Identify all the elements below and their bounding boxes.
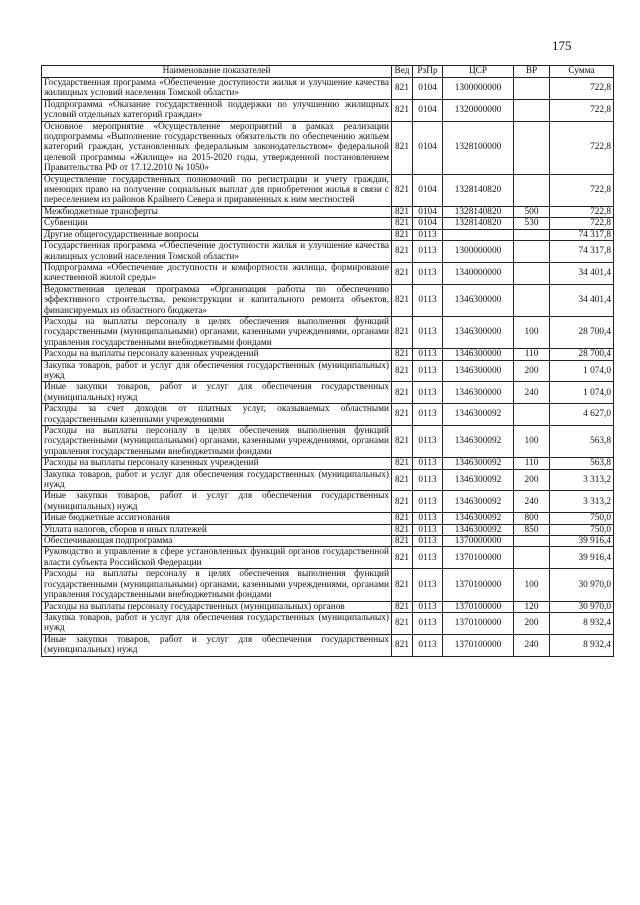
- row-rzpr-cell: 0113: [413, 404, 443, 426]
- row-csr-cell: 1346300092: [443, 513, 514, 524]
- table-row: [42, 78, 614, 100]
- row-rzpr-cell: 0113: [413, 360, 443, 382]
- header-csr: ЦСР: [443, 66, 514, 78]
- row-csr-cell: 1346300092: [443, 491, 514, 513]
- row-rzpr-cell: 0104: [413, 174, 443, 206]
- row-name-cell: Подпрограмма «Обеспечение доступности и комфортности жилища, формирование качественной жилой среды»: [42, 262, 392, 284]
- row-ved-cell: 821: [392, 491, 413, 513]
- row-vr-cell: 240: [514, 382, 550, 404]
- row-rzpr-cell: 0113: [413, 426, 443, 458]
- table-row: [42, 569, 614, 601]
- table-row: [42, 99, 614, 121]
- row-rzpr-cell: 0113: [413, 469, 443, 491]
- row-vr-cell: [514, 241, 550, 263]
- row-sum-cell: 39 916,4: [550, 547, 614, 569]
- row-vr-cell: 100: [514, 316, 550, 348]
- row-vr-cell: [514, 536, 550, 547]
- row-sum-cell: 1 074,0: [550, 360, 614, 382]
- row-sum-cell: 74 317,8: [550, 241, 614, 263]
- row-name-cell: Руководство и управление в сфере установленных функций органов государственной власти субъекта Российской Федерации: [42, 547, 392, 569]
- table-row: [42, 426, 614, 458]
- row-ved-cell: 821: [392, 404, 413, 426]
- row-name-cell: Осуществление государственных полномочий по регистрации и учету граждан, имеющих право на получение социальных выплат для приобретения жилья в связи с переселением из районов Крайнего Севера и приравненных к ним местностей: [42, 174, 392, 206]
- row-sum-cell: 750,0: [550, 524, 614, 535]
- row-ved-cell: 821: [392, 612, 413, 634]
- row-vr-cell: [514, 78, 550, 100]
- row-name-cell: Иные закупки товаров, работ и услуг для обеспечения государственных (муниципальных) нужд: [42, 382, 392, 404]
- row-vr-cell: 110: [514, 458, 550, 469]
- row-rzpr-cell: 0113: [413, 316, 443, 348]
- row-sum-cell: 30 970,0: [550, 569, 614, 601]
- row-sum-cell: 8 932,4: [550, 612, 614, 634]
- row-vr-cell: [514, 229, 550, 240]
- row-name-cell: Расходы на выплаты персоналу в целях обеспечения выполнения функций государственными (муниципальными) органами, казенными учреждениями, органами управления государственными внебюджетными фондами: [42, 569, 392, 601]
- row-rzpr-cell: 0113: [413, 382, 443, 404]
- row-name-cell: Государственная программа «Обеспечение доступности жилья и улучшение качества жилищных условий населения Томской области»: [42, 78, 392, 100]
- row-csr-cell: 1346300000: [443, 316, 514, 348]
- row-csr-cell: 1328140820: [443, 174, 514, 206]
- row-name-cell: Иные закупки товаров, работ и услуг для обеспечения государственных (муниципальных) нужд: [42, 491, 392, 513]
- table-row: [42, 218, 614, 229]
- row-ved-cell: 821: [392, 426, 413, 458]
- table-row: [42, 241, 614, 263]
- row-csr-cell: 1346300092: [443, 458, 514, 469]
- row-vr-cell: 100: [514, 426, 550, 458]
- row-ved-cell: 821: [392, 229, 413, 240]
- row-name-cell: Расходы на выплаты персоналу казенных учреждений: [42, 349, 392, 360]
- row-ved-cell: 821: [392, 382, 413, 404]
- row-sum-cell: 563,8: [550, 458, 614, 469]
- row-sum-cell: 722,8: [550, 78, 614, 100]
- row-name-cell: Обеспечивающая подпрограмма: [42, 536, 392, 547]
- table-row: [42, 524, 614, 535]
- table-row: [42, 174, 614, 206]
- header-rzpr: РзПр: [413, 66, 443, 78]
- header-ved: Вед: [392, 66, 413, 78]
- table-row: [42, 206, 614, 217]
- row-rzpr-cell: 0113: [413, 458, 443, 469]
- row-rzpr-cell: 0113: [413, 536, 443, 547]
- row-vr-cell: [514, 262, 550, 284]
- row-rzpr-cell: 0113: [413, 349, 443, 360]
- row-rzpr-cell: 0104: [413, 99, 443, 121]
- row-sum-cell: 74 317,8: [550, 229, 614, 240]
- row-name-cell: Государственная программа «Обеспечение доступности жилья и улучшение качества жилищных условий населения Томской области»: [42, 241, 392, 263]
- table-row: [42, 121, 614, 174]
- row-ved-cell: 821: [392, 547, 413, 569]
- row-csr-cell: 1328140820: [443, 206, 514, 217]
- row-name-cell: Иные бюджетные ассигнования: [42, 513, 392, 524]
- table-row: [42, 536, 614, 547]
- row-csr-cell: 1300000000: [443, 241, 514, 263]
- row-csr-cell: 1346300000: [443, 349, 514, 360]
- row-csr-cell: 1346300092: [443, 404, 514, 426]
- row-rzpr-cell: 0113: [413, 547, 443, 569]
- row-sum-cell: 30 970,0: [550, 601, 614, 612]
- row-rzpr-cell: 0104: [413, 121, 443, 174]
- row-csr-cell: 1346300092: [443, 426, 514, 458]
- row-csr-cell: 1370100000: [443, 634, 514, 656]
- row-csr-cell: 1300000000: [443, 78, 514, 100]
- row-vr-cell: 800: [514, 513, 550, 524]
- row-rzpr-cell: 0113: [413, 284, 443, 316]
- table-row: [42, 634, 614, 656]
- row-rzpr-cell: 0113: [413, 241, 443, 263]
- row-vr-cell: 200: [514, 360, 550, 382]
- table-row: [42, 513, 614, 524]
- row-ved-cell: 821: [392, 513, 413, 524]
- row-ved-cell: 821: [392, 634, 413, 656]
- row-name-cell: Расходы на выплаты персоналу в целях обеспечения выполнения функций государственными (муниципальными) органами, казенными учреждениями, органами управления государственными внебюджетными фондами: [42, 316, 392, 348]
- row-vr-cell: 850: [514, 524, 550, 535]
- row-rzpr-cell: 0113: [413, 524, 443, 535]
- row-name-cell: Расходы на выплаты персоналу в целях обеспечения выполнения функций государственными (муниципальными) органами, казенными учреждениями, органами управления государственными внебюджетными фондами: [42, 426, 392, 458]
- table-row: [42, 547, 614, 569]
- row-sum-cell: 28 700,4: [550, 349, 614, 360]
- row-vr-cell: 500: [514, 206, 550, 217]
- row-rzpr-cell: 0113: [413, 601, 443, 612]
- row-sum-cell: 750,0: [550, 513, 614, 524]
- row-vr-cell: [514, 99, 550, 121]
- row-name-cell: Уплата налогов, сборов и иных платежей: [42, 524, 392, 535]
- row-ved-cell: 821: [392, 316, 413, 348]
- table-row: [42, 458, 614, 469]
- row-rzpr-cell: 0113: [413, 612, 443, 634]
- row-rzpr-cell: 0113: [413, 569, 443, 601]
- row-csr-cell: 1370100000: [443, 612, 514, 634]
- row-vr-cell: 200: [514, 612, 550, 634]
- row-name-cell: Субвенции: [42, 218, 392, 229]
- row-rzpr-cell: 0113: [413, 491, 443, 513]
- row-ved-cell: 821: [392, 78, 413, 100]
- row-vr-cell: [514, 404, 550, 426]
- table-row: [42, 612, 614, 634]
- row-name-cell: Подпрограмма «Оказание государственной поддержки по улучшению жилищных условий отдельных категорий граждан»: [42, 99, 392, 121]
- row-csr-cell: 1346300092: [443, 524, 514, 535]
- row-ved-cell: 821: [392, 601, 413, 612]
- row-csr-cell: 1328100000: [443, 121, 514, 174]
- row-ved-cell: 821: [392, 262, 413, 284]
- row-vr-cell: 240: [514, 634, 550, 656]
- row-sum-cell: 722,8: [550, 218, 614, 229]
- row-rzpr-cell: 0113: [413, 513, 443, 524]
- row-sum-cell: 722,8: [550, 206, 614, 217]
- row-ved-cell: 821: [392, 174, 413, 206]
- row-ved-cell: 821: [392, 536, 413, 547]
- table-header-row: [42, 66, 614, 78]
- row-ved-cell: 821: [392, 284, 413, 316]
- row-vr-cell: 120: [514, 601, 550, 612]
- row-csr-cell: 1320000000: [443, 99, 514, 121]
- row-vr-cell: [514, 121, 550, 174]
- row-csr-cell: 1370100000: [443, 569, 514, 601]
- row-csr-cell: 1340000000: [443, 262, 514, 284]
- row-name-cell: Межбюджетные трансферты: [42, 206, 392, 217]
- table-row: [42, 360, 614, 382]
- table-row: [42, 284, 614, 316]
- row-sum-cell: 3 313,2: [550, 469, 614, 491]
- header-vr: ВР: [514, 66, 550, 78]
- row-csr-cell: 1346300000: [443, 360, 514, 382]
- row-sum-cell: 1 074,0: [550, 382, 614, 404]
- row-rzpr-cell: 0104: [413, 78, 443, 100]
- table-row: [42, 262, 614, 284]
- row-csr-cell: 1346300000: [443, 382, 514, 404]
- row-sum-cell: 563,8: [550, 426, 614, 458]
- table-row: [42, 229, 614, 240]
- table-row: [42, 601, 614, 612]
- row-csr-cell: 1346300000: [443, 284, 514, 316]
- row-sum-cell: 722,8: [550, 99, 614, 121]
- row-vr-cell: 530: [514, 218, 550, 229]
- table-row: [42, 404, 614, 426]
- table-row: [42, 491, 614, 513]
- row-name-cell: Закупка товаров, работ и услуг для обеспечения государственных (муниципальных) нужд: [42, 469, 392, 491]
- row-csr-cell: 1328140820: [443, 218, 514, 229]
- row-name-cell: Расходы на выплаты персоналу государственных (муниципальных) органов: [42, 601, 392, 612]
- table-body: [42, 78, 614, 657]
- row-csr-cell: 1346300092: [443, 469, 514, 491]
- row-sum-cell: 39 916,4: [550, 536, 614, 547]
- row-vr-cell: [514, 174, 550, 206]
- row-csr-cell: 1370000000: [443, 536, 514, 547]
- table-row: [42, 349, 614, 360]
- row-sum-cell: 722,8: [550, 174, 614, 206]
- table-row: [42, 316, 614, 348]
- row-rzpr-cell: 0104: [413, 218, 443, 229]
- row-vr-cell: 110: [514, 349, 550, 360]
- row-ved-cell: 821: [392, 206, 413, 217]
- row-ved-cell: 821: [392, 524, 413, 535]
- row-name-cell: Закупка товаров, работ и услуг для обеспечения государственных (муниципальных) нужд: [42, 612, 392, 634]
- row-sum-cell: 8 932,4: [550, 634, 614, 656]
- header-sum: Сумма: [550, 66, 614, 78]
- row-rzpr-cell: 0113: [413, 229, 443, 240]
- row-sum-cell: 722,8: [550, 121, 614, 174]
- row-name-cell: Иные закупки товаров, работ и услуг для обеспечения государственных (муниципальных) нужд: [42, 634, 392, 656]
- row-csr-cell: 1370100000: [443, 547, 514, 569]
- row-name-cell: Закупка товаров, работ и услуг для обеспечения государственных (муниципальных) нужд: [42, 360, 392, 382]
- row-ved-cell: 821: [392, 469, 413, 491]
- row-name-cell: Ведомственная целевая программа «Организация работы по обеспечению эффективного строительства, реконструкции и капитального ремонта объектов, финансируемых из областного бюджета»: [42, 284, 392, 316]
- table-row: [42, 469, 614, 491]
- row-ved-cell: 821: [392, 218, 413, 229]
- row-sum-cell: 28 700,4: [550, 316, 614, 348]
- row-vr-cell: 240: [514, 491, 550, 513]
- row-sum-cell: 34 401,4: [550, 284, 614, 316]
- row-ved-cell: 821: [392, 349, 413, 360]
- row-vr-cell: 200: [514, 469, 550, 491]
- row-ved-cell: 821: [392, 360, 413, 382]
- row-sum-cell: 34 401,4: [550, 262, 614, 284]
- row-name-cell: Расходы за счет доходов от платных услуг, оказываемых областными государственными казенными учреждениями: [42, 404, 392, 426]
- row-rzpr-cell: 0113: [413, 634, 443, 656]
- row-csr-cell: [443, 229, 514, 240]
- row-csr-cell: 1370100000: [443, 601, 514, 612]
- row-vr-cell: [514, 547, 550, 569]
- row-vr-cell: 100: [514, 569, 550, 601]
- budget-table: [41, 65, 614, 657]
- table-row: [42, 382, 614, 404]
- row-name-cell: Другие общегосударственные вопросы: [42, 229, 392, 240]
- row-ved-cell: 821: [392, 241, 413, 263]
- row-ved-cell: 821: [392, 99, 413, 121]
- row-name-cell: Расходы на выплаты персоналу казенных учреждений: [42, 458, 392, 469]
- row-ved-cell: 821: [392, 121, 413, 174]
- page-number: 175: [552, 38, 572, 53]
- row-ved-cell: 821: [392, 458, 413, 469]
- row-vr-cell: [514, 284, 550, 316]
- row-name-cell: Основное мероприятие «Осуществление мероприятий в рамках реализации подпрограммы «Выполнение государственных обязательств по обеспечению жильем категорий граждан, установленных федеральным законодательством» федеральной целевой программы «Жилище» на 2015-2020 годы, утвержденной постановлением Правительства РФ от 17.12.2010 № 1050»: [42, 121, 392, 174]
- header-name: Наименование показателей: [42, 66, 392, 78]
- row-sum-cell: 4 627,0: [550, 404, 614, 426]
- row-sum-cell: 3 313,2: [550, 491, 614, 513]
- row-ved-cell: 821: [392, 569, 413, 601]
- row-rzpr-cell: 0104: [413, 206, 443, 217]
- row-rzpr-cell: 0113: [413, 262, 443, 284]
